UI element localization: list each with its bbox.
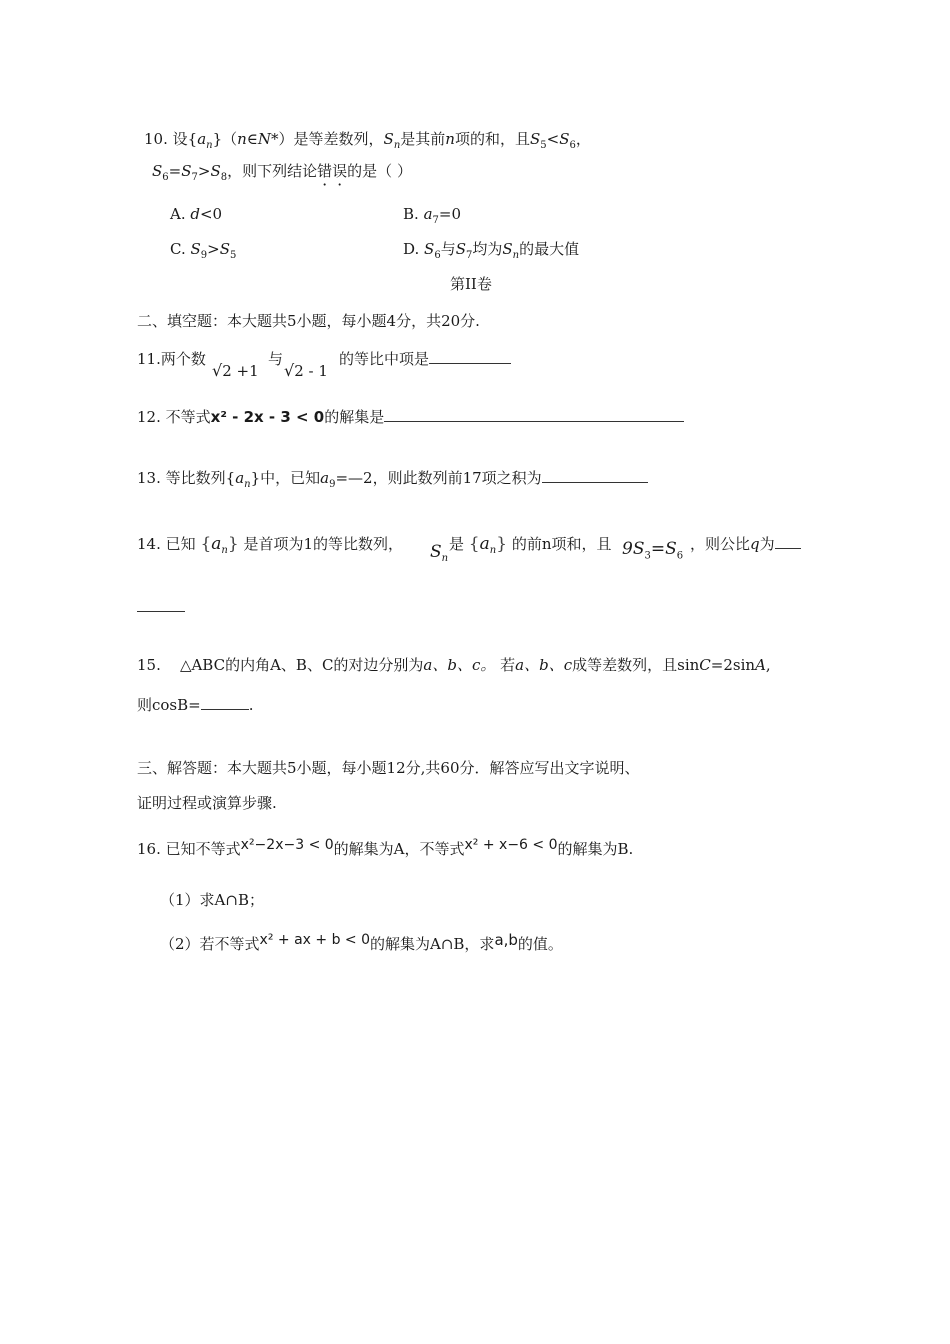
q10-sub: 8 (220, 172, 228, 183)
q10-var: S (152, 162, 163, 180)
math-sub: n (489, 545, 497, 556)
math-sub: n (441, 553, 449, 564)
option-text: > (207, 240, 220, 258)
math-var: a,b (494, 931, 518, 949)
question-text: 若 (500, 656, 516, 674)
math-var: a、b、c。 (423, 656, 496, 674)
q10-sub: 7 (191, 172, 198, 183)
q10-number: 10. (144, 130, 168, 148)
question-text: 不等式 (165, 408, 211, 426)
q16-part2 (160, 933, 563, 956)
answer-blank[interactable] (137, 597, 185, 612)
question-number: 14. (137, 535, 161, 553)
answer-blank[interactable] (775, 534, 801, 549)
q11-tail (339, 348, 511, 370)
q10-text: 的是（ ） (347, 162, 412, 180)
question-text: =2sin (710, 656, 756, 674)
math-expr: x²−2x−3 < 0 (240, 837, 334, 853)
q10-var: S (383, 130, 394, 148)
q16 (137, 838, 633, 861)
question-text: （2）若不等式 (160, 935, 260, 953)
option-text: 与 (440, 240, 456, 258)
question-text: 的值。 (517, 935, 563, 953)
q10-var: S (502, 240, 513, 258)
q11-expr-2 (284, 360, 328, 382)
math-var: C (699, 656, 711, 674)
q10-text: = (168, 162, 182, 180)
section-heading: 二、填空题：本大题共5小题，每小题4分，共20分. (137, 312, 480, 330)
question-text: 的解集为B. (557, 840, 634, 858)
q15 (137, 654, 771, 676)
question-text: 已知 (165, 535, 196, 553)
q10-sub: 7 (432, 215, 439, 226)
math-var: A (755, 656, 766, 674)
q10-text: ，则下列结论 (227, 162, 318, 180)
question-text: 的前n项和，且 (511, 535, 612, 553)
brace-icon: } (496, 534, 508, 554)
q12 (137, 406, 684, 428)
q10-option-c (170, 238, 236, 267)
q10-text: ）是等差数列， (278, 130, 384, 148)
q14 (137, 533, 403, 562)
q10-text: }（ (212, 130, 238, 148)
math-var: S (430, 542, 442, 562)
math-var: a (211, 534, 222, 554)
math-var: a (320, 469, 330, 487)
math-sub: 3 (644, 550, 651, 562)
q10-line1 (144, 128, 591, 157)
option-label: D. (403, 240, 425, 258)
q14-blank-cont[interactable] (137, 596, 185, 618)
q10-var: S (219, 240, 230, 258)
q10-var: S (210, 162, 221, 180)
question-text: 是首项为1的等比数列， (243, 535, 404, 553)
q14-Sn (430, 541, 448, 570)
q10-sub: 6 (434, 250, 441, 261)
answer-blank[interactable] (429, 349, 511, 364)
math-expr: =S (650, 539, 677, 559)
q10-var: a (197, 130, 207, 148)
answer-blank[interactable] (384, 407, 684, 422)
q10-var: n (445, 130, 455, 148)
q10-sub: n (206, 140, 213, 151)
answer-blank[interactable] (201, 695, 249, 710)
math-expr: x² + x−6 < 0 (464, 837, 558, 853)
q10-sub: n (512, 250, 520, 261)
question-text: ，则公比 (690, 535, 751, 553)
q15-line2 (137, 694, 254, 716)
question-text: 的解集为A∩B，求 (370, 935, 495, 953)
sqrt-icon: √ (284, 361, 295, 380)
q14-eq (622, 538, 683, 567)
question-text: △ABC的内角A、B、C的对边分别为 (179, 656, 424, 674)
q10-text: < (546, 130, 560, 148)
question-text: , (765, 656, 771, 674)
q10-sub: 9 (200, 250, 208, 261)
question-text: 两个数 (160, 350, 206, 368)
q10-line2 (152, 160, 412, 189)
q10-var: S (455, 240, 466, 258)
question-number: 15. (137, 656, 161, 674)
q10-var: a (423, 205, 433, 223)
question-text: }中，已知 (250, 469, 321, 487)
math-expr: 2 - 1 (294, 362, 328, 380)
q10-text: > (197, 162, 211, 180)
section-heading-cont: 证明过程或演算步骤. (137, 794, 277, 812)
math-expr: 2 +1 (222, 362, 259, 380)
question-number: 16. (137, 840, 161, 858)
question-text: 的等比中项是 (339, 350, 430, 368)
question-text: 则cosB= (137, 696, 201, 714)
q10-sub: 7 (465, 250, 473, 261)
option-label: B. (403, 205, 424, 223)
math-sub: 9 (329, 479, 336, 490)
math-sub: n (221, 545, 228, 556)
q10-var: S (559, 130, 570, 148)
emphasis-char: 误 (332, 162, 348, 180)
q11-expr-1 (212, 360, 259, 382)
q16-part1: （1）求A∩B； (160, 891, 264, 909)
option-text: =0 (438, 205, 462, 223)
question-text: 为 (759, 535, 775, 553)
math-var: a、b、c (515, 656, 573, 674)
q11-word: 与 (268, 350, 284, 368)
question-text: . (248, 696, 254, 714)
math-expr: x² + ax + b < 0 (259, 932, 370, 948)
brace-icon: { (200, 534, 212, 554)
option-label: C. (170, 240, 191, 258)
question-text: 的解集是 (324, 408, 385, 426)
q10-option-d (403, 238, 579, 267)
q10-sub: n (393, 140, 401, 151)
math-sub: n (244, 479, 251, 490)
math-var: a (479, 534, 490, 554)
question-text: 的解集为A，不等式 (333, 840, 465, 858)
math-var: a (235, 469, 245, 487)
math-var: q (750, 535, 760, 553)
question-text: 是 (449, 535, 465, 553)
q10-text: 是其前 (400, 130, 446, 148)
question-text: 等比数列{ (165, 469, 236, 487)
q10-sub: 5 (540, 140, 547, 151)
q13 (137, 467, 648, 496)
q10-var: S (190, 240, 201, 258)
math-expr: 9S (622, 539, 645, 559)
question-text: =—2，则此数列前17项之积为 (335, 469, 542, 487)
q10-sub: 5 (230, 250, 237, 261)
brace-icon: } (227, 534, 239, 554)
q10-var: S (529, 130, 541, 148)
section-heading: 三、解答题：本大题共5小题，每小题12分,共60分．解答应写出文字说明、 (137, 759, 640, 777)
question-number: 12. (137, 408, 161, 426)
q10-option-b (403, 203, 461, 232)
q10-option-a (170, 203, 222, 225)
math-sub: 6 (676, 550, 684, 562)
q10-text: ， (575, 130, 591, 148)
option-label: A. (170, 205, 191, 223)
question-number: 11. (137, 350, 161, 368)
q14-tail (690, 533, 801, 555)
q10-sub: 6 (569, 140, 576, 151)
q10-var: S (181, 162, 192, 180)
math-expr: x² - 2x - 3 < 0 (210, 408, 325, 426)
option-text: 的最大值 (519, 240, 580, 258)
option-text: <0 (199, 205, 223, 223)
answer-blank[interactable] (542, 468, 648, 483)
q14-mid (449, 533, 612, 562)
question-text: 成等差数列，且sin (572, 656, 700, 674)
sqrt-icon: √ (212, 361, 223, 380)
q10-text: 设{ (172, 130, 198, 148)
q10-var: n∈N* (237, 130, 279, 148)
question-text: 已知不等式 (165, 840, 241, 858)
brace-icon: { (468, 534, 480, 554)
part-title: 第II卷 (450, 275, 492, 293)
q11 (137, 348, 206, 370)
option-text: 均为 (472, 240, 503, 258)
emphasis-char: 错 (317, 162, 333, 180)
question-number: 13. (137, 469, 161, 487)
q10-var: S (424, 240, 435, 258)
q10-var: d (190, 205, 200, 223)
q10-sub: 6 (162, 172, 169, 183)
q10-text: 项的和，且 (454, 130, 530, 148)
